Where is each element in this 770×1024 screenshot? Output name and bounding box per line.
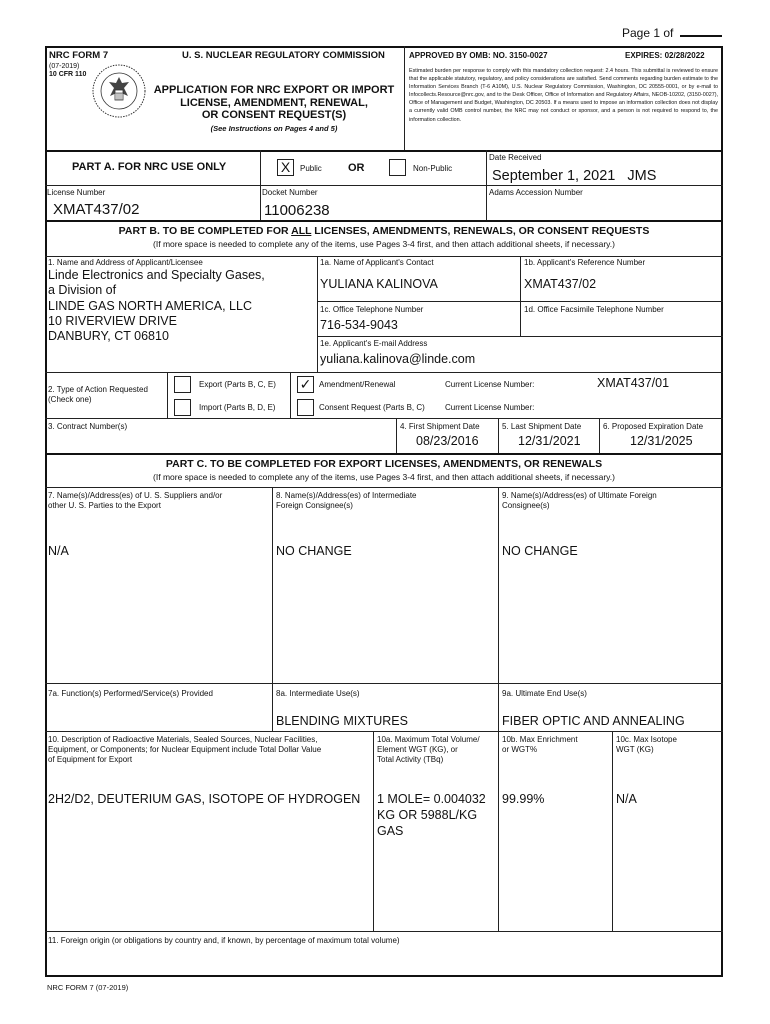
office-telephone-value[interactable]: 716-534-9043 [320, 318, 398, 332]
intermediate-consignee-value[interactable]: NO CHANGE [276, 544, 352, 558]
or-label: OR [348, 162, 365, 174]
functions-performed-label: 7a. Function(s) Performed/Service(s) Provided [48, 689, 213, 698]
applicant-contact-label: 1a. Name of Applicant's Contact [320, 258, 434, 267]
date-received-value[interactable]: September 1, 2021 JMS [492, 168, 657, 184]
part-c-title: PART C. TO BE COMPLETED FOR EXPORT LICENSES, AMENDMENTS, OR RENEWALS [165, 458, 603, 470]
max-enrichment-label: 10b. Max Enrichment or WGT% [502, 735, 578, 754]
amendment-renewal-checkbox[interactable] [297, 376, 314, 393]
last-shipment-label: 5. Last Shipment Date [502, 422, 582, 431]
intermediate-consignee-label: 8. Name(s)/Address(es) of Intermediate Foreign Consignee(s) [276, 491, 417, 510]
intermediate-use-label: 8a. Intermediate Use(s) [276, 689, 360, 698]
max-total-volume-label: 10a. Maximum Total Volume/ Element WGT (KG), or Total Activity (TBq) [377, 735, 480, 764]
applicant-name-address-label: 1. Name and Address of Applicant/Licensee [48, 258, 203, 267]
consent-request-label: Consent Request (Parts B, C) [319, 403, 425, 412]
us-suppliers-label: 7. Name(s)/Address(es) of U. S. Suppliers and/or other U. S. Parties to the Export [48, 491, 223, 510]
proposed-expiration-value[interactable]: 12/31/2025 [630, 434, 693, 448]
docket-number-label: Docket Number [262, 188, 318, 197]
max-total-volume-value[interactable]: 1 MOLE= 0.004032 KG OR 5988L/KG GAS [377, 792, 486, 838]
contract-number-label: 3. Contract Number(s) [48, 422, 128, 431]
ultimate-end-use-value[interactable]: FIBER OPTIC AND ANNEALING [502, 714, 685, 728]
ultimate-end-use-label: 9a. Ultimate End Use(s) [502, 689, 587, 698]
action-type-label: 2. Type of Action Requested (Check one) [48, 385, 148, 404]
expiration-date: EXPIRES: 02/28/2022 [625, 51, 705, 60]
form-id: NRC FORM 7 [49, 50, 109, 61]
instructions-note: (See Instructions on Pages 4 and 5) [210, 124, 338, 133]
agency-name: U. S. NUCLEAR REGULATORY COMMISSION [182, 50, 385, 61]
amendment-renewal-label: Amendment/Renewal [319, 380, 396, 389]
proposed-expiration-label: 6. Proposed Expiration Date [603, 422, 704, 431]
applicant-contact-value[interactable]: YULIANA KALINOVA [320, 277, 438, 291]
us-suppliers-value[interactable]: N/A [48, 544, 69, 558]
material-description-value[interactable]: 2H2/D2, DEUTERIUM GAS, ISOTOPE OF HYDROGEN [48, 792, 361, 806]
applicant-name-address-value[interactable]: Linde Electronics and Specialty Gases, a Division of LINDE GAS NORTH AMERICA, LLC 10 RIVERVIEW DRIVE DANBURY, CT 06810 [48, 268, 265, 344]
docket-number-value[interactable]: 11006238 [264, 202, 330, 219]
public-checkbox[interactable] [277, 159, 294, 176]
office-fax-label: 1d. Office Facsimile Telephone Number [524, 305, 664, 314]
part-a-title: PART A. FOR NRC USE ONLY [72, 161, 227, 173]
date-received-label: Date Received [489, 153, 542, 162]
applicant-reference-label: 1b. Applicant's Reference Number [524, 258, 646, 267]
max-isotope-label: 10c. Max Isotope WGT (KG) [616, 735, 677, 754]
page-number [622, 26, 722, 40]
intermediate-use-value[interactable]: BLENDING MIXTURES [276, 714, 408, 728]
non-public-label: Non-Public [413, 164, 453, 173]
part-b-title: PART B. TO BE COMPLETED FOR ALL LICENSES, AMENDMENTS, RENEWALS, OR CONSENT REQUESTS [118, 225, 650, 237]
revision-date: (07-2019) [49, 63, 80, 70]
cfr-reference: 10 CFR 110 [49, 71, 87, 78]
applicant-reference-value[interactable]: XMAT437/02 [524, 277, 597, 291]
license-number-label: License Number [47, 188, 106, 197]
max-isotope-value[interactable]: N/A [616, 792, 637, 806]
consent-request-checkbox[interactable] [297, 399, 314, 416]
current-license-label-2: Current License Number: [445, 403, 535, 412]
public-label: Public [300, 164, 322, 173]
email-address-label: 1e. Applicant's E-mail Address [320, 339, 428, 348]
ultimate-consignee-value[interactable]: NO CHANGE [502, 544, 578, 558]
import-option-label: Import (Parts B, D, E) [199, 403, 276, 412]
part-b-subtitle: (If more space is needed to complete any of the items, use Pages 3-4 first, and then attach additional sheets, if necessary.) [153, 239, 615, 249]
adams-accession-label: Adams Accession Number [489, 188, 583, 197]
max-enrichment-value[interactable]: 99.99% [502, 792, 545, 806]
office-telephone-label: 1c. Office Telephone Number [320, 305, 424, 314]
public-check-mark: X [280, 159, 291, 175]
license-number-value[interactable]: XMAT437/02 [53, 201, 140, 218]
non-public-checkbox[interactable] [389, 159, 406, 176]
import-checkbox[interactable] [174, 399, 191, 416]
page-number-label: Page 1 of [622, 26, 674, 40]
nrc-seal-logo [91, 63, 147, 119]
export-checkbox[interactable] [174, 376, 191, 393]
amendment-check-mark: ✓ [299, 376, 312, 392]
ultimate-consignee-label: 9. Name(s)/Address(es) of Ultimate Foreign Consignee(s) [502, 491, 657, 510]
export-option-label: Export (Parts B, C, E) [199, 380, 276, 389]
form-title: APPLICATION FOR NRC EXPORT OR IMPORT LICENSE, AMENDMENT, RENEWAL, OR CONSENT REQUEST(S) [153, 84, 395, 121]
last-shipment-value[interactable]: 12/31/2021 [518, 434, 581, 448]
email-address-value[interactable]: yuliana.kalinova@linde.com [320, 352, 476, 366]
current-license-value[interactable]: XMAT437/01 [597, 376, 670, 390]
first-shipment-value[interactable]: 08/23/2016 [416, 434, 479, 448]
material-description-label: 10. Description of Radioactive Materials, Sealed Sources, Nuclear Facilities, Equipment, or Components; for Nuclear Equipment include Total Dollar Value of Equipment for Export [48, 735, 322, 764]
footer-form-reference: NRC FORM 7 (07-2019) [47, 983, 129, 992]
part-c-subtitle: (If more space is needed to complete any of the items, use Pages 3-4 first, and then attach additional sheets, if necessary.) [153, 472, 615, 482]
first-shipment-label: 4. First Shipment Date [400, 422, 480, 431]
burden-statement: Estimated burden per response to comply with this mandatory collection request: 2.4 hours. This submittal is reviewed to ensure that the applicable statutory, regulatory, and policy considerations are satisfied. Send comments regarding burden estimate to the Information Services Branch (T-6 A10M), U.S. Nuclear Regulatory Commission, Washington, DC 20555-0001, or by e-mail to Infocollects.Resource@nrc.gov, and to the Desk Officer, Office of Information and Regulatory Affairs, NEOB-10202, (3150-0027), Office of Management and Budget, Washington, DC 20503. If a means used to impose an information collection does not display a currently valid OMB control number, the NRC may not conduct or sponsor, and a person is not required to respond to, the information collection. [409, 68, 718, 123]
current-license-label: Current License Number: [445, 380, 535, 389]
foreign-origin-label: 11. Foreign origin (or obligations by country and, if known, by percentage of maximum total volume) [48, 936, 400, 945]
omb-approval: APPROVED BY OMB: NO. 3150-0027 [409, 51, 548, 60]
